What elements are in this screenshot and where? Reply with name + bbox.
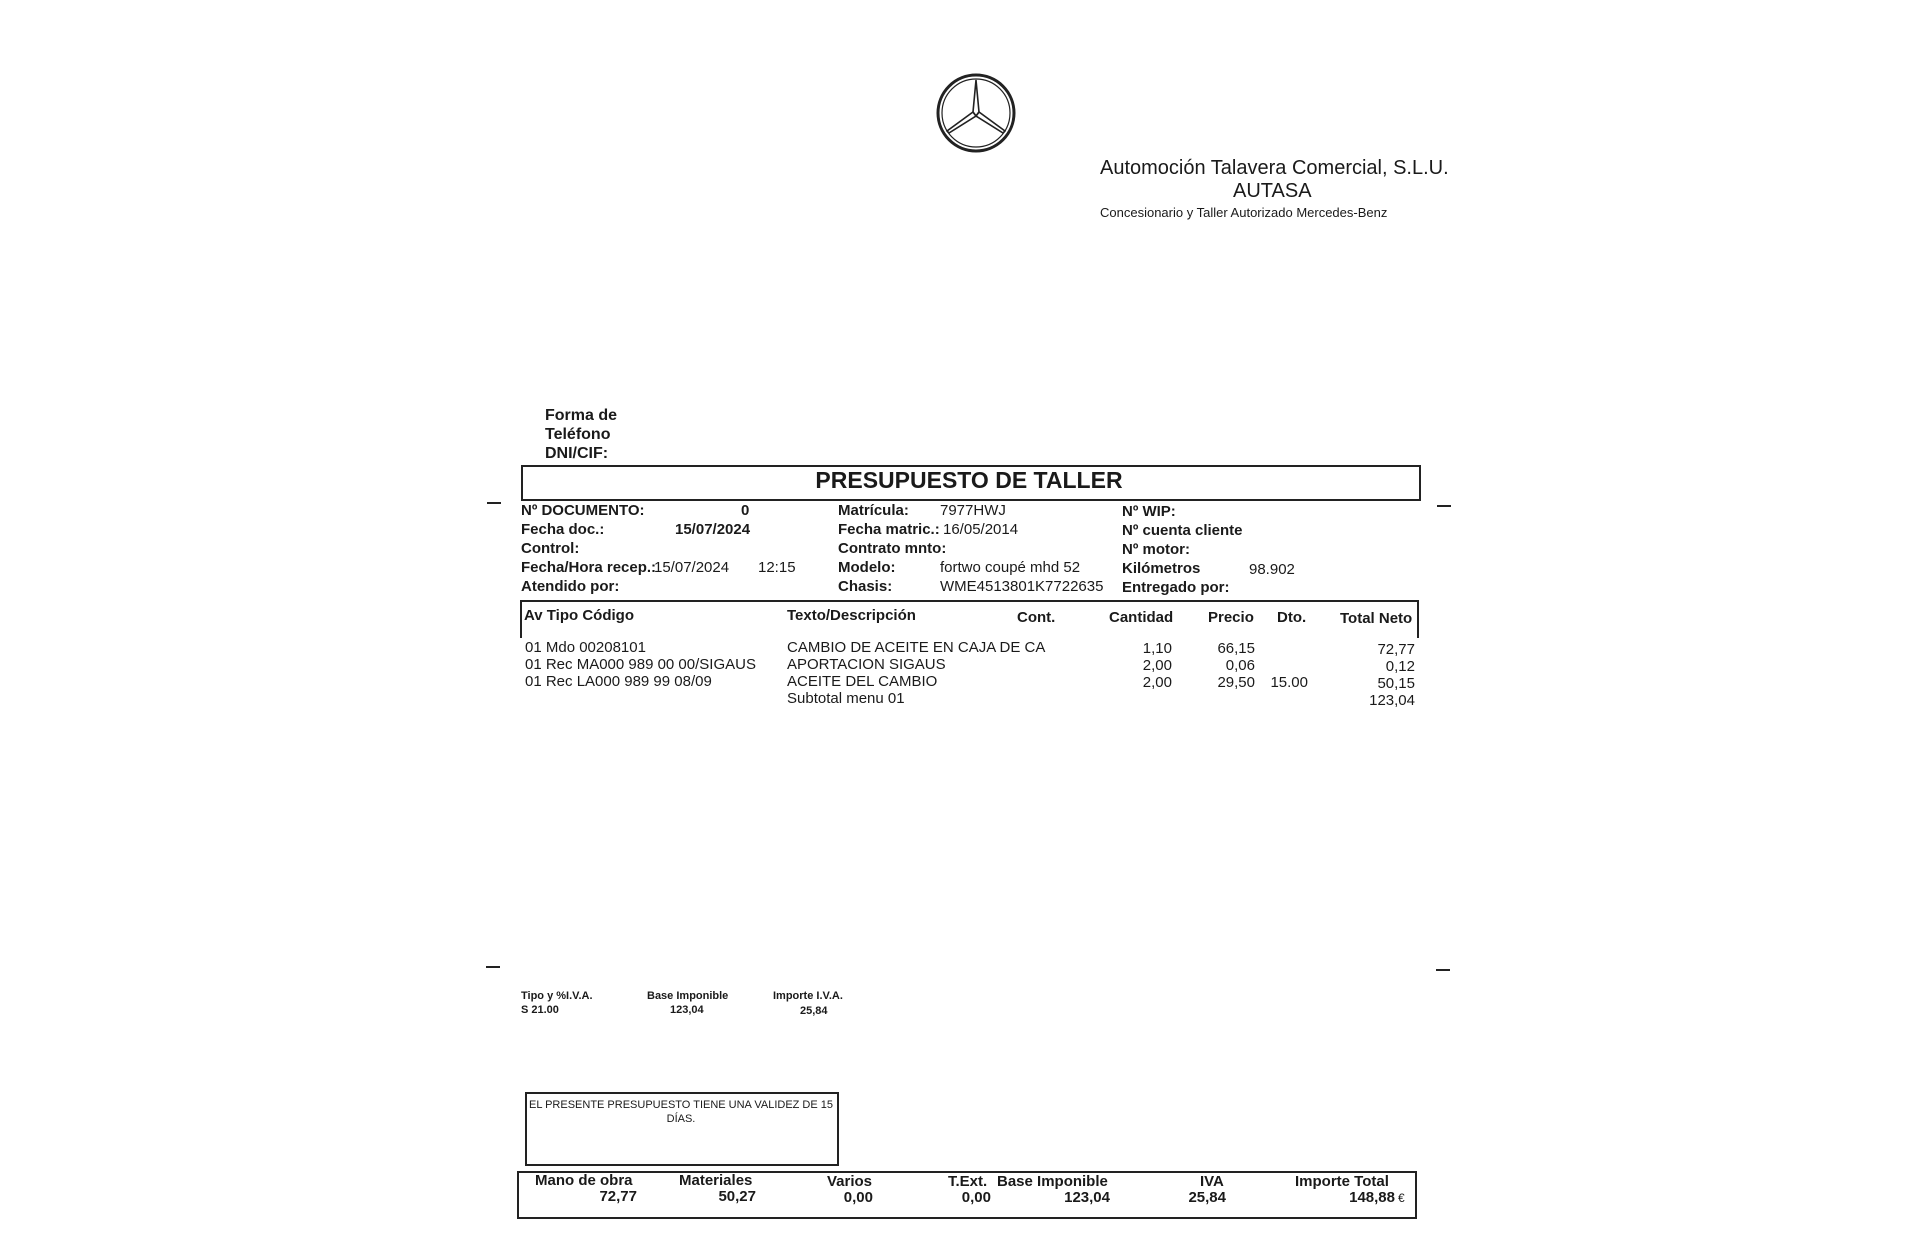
totals-base-label: Base Imponible bbox=[997, 1173, 1108, 1190]
reg-date-label: Fecha matric.: bbox=[838, 521, 940, 538]
vat-type-label: Tipo y %I.V.A. bbox=[521, 990, 593, 1002]
km-value: 98.902 bbox=[1249, 561, 1295, 578]
plate-value: 7977HWJ bbox=[940, 502, 1006, 519]
reception-time: 12:15 bbox=[758, 559, 796, 576]
misc-label: Varios bbox=[827, 1173, 873, 1190]
item-quantity: 2,00 bbox=[1142, 657, 1172, 674]
reception-date: 15/07/2024 bbox=[654, 559, 730, 576]
document-title: PRESUPUESTO DE TALLER bbox=[815, 467, 1123, 493]
text-label: T.Ext. bbox=[948, 1173, 988, 1190]
company-description: Concesionario y Taller Autorizado Mercedes-Benz bbox=[1100, 205, 1388, 220]
subtotal-value: 123,04 bbox=[1369, 692, 1415, 709]
vat-amount-value: 25,84 bbox=[800, 1005, 828, 1017]
currency-symbol: € bbox=[1398, 1191, 1405, 1205]
misc-value: 0,00 bbox=[843, 1189, 873, 1206]
margin-dash bbox=[486, 966, 500, 968]
mercedes-star-logo-icon bbox=[935, 72, 1017, 154]
client-id-label: DNI/CIF: bbox=[545, 445, 609, 462]
item-net: 72,77 bbox=[1377, 641, 1415, 658]
contract-label: Contrato mnto: bbox=[838, 540, 947, 557]
chassis-value: WME4513801K7722635 bbox=[940, 578, 1104, 595]
item-price: 0,06 bbox=[1225, 657, 1255, 674]
margin-dash bbox=[487, 502, 501, 504]
item-quantity: 2,00 bbox=[1142, 674, 1172, 691]
materials-label: Materiales bbox=[679, 1172, 753, 1189]
model-label: Modelo: bbox=[838, 559, 896, 576]
delivered-by-label: Entregado por: bbox=[1122, 579, 1230, 596]
item-net: 50,15 bbox=[1377, 675, 1415, 692]
iva-value: 25,84 bbox=[1188, 1189, 1226, 1206]
item-description: ACEITE DEL CAMBIO bbox=[787, 673, 938, 690]
item-quantity: 1,10 bbox=[1142, 640, 1172, 657]
text-value: 0,00 bbox=[961, 1189, 991, 1206]
model-value: fortwo coupé mhd 52 bbox=[940, 559, 1081, 576]
item-price: 29,50 bbox=[1217, 674, 1255, 691]
vat-base-label: Base Imponible bbox=[647, 990, 729, 1002]
account-label: Nº cuenta cliente bbox=[1122, 522, 1243, 539]
doc-number-label: Nº DOCUMENTO: bbox=[521, 502, 645, 519]
item-price: 66,15 bbox=[1217, 640, 1255, 657]
item-code: 01 Rec MA000 989 00 00/SIGAUS bbox=[525, 656, 756, 673]
total-value: 148,88 bbox=[1349, 1189, 1395, 1206]
vat-type-value: S 21.00 bbox=[521, 1004, 559, 1016]
client-phone-label: Teléfono bbox=[545, 426, 611, 443]
company-name: Automoción Talavera Comercial, S.L.U. bbox=[1100, 157, 1449, 179]
labor-value: 72,77 bbox=[599, 1188, 637, 1205]
company-short-name: AUTASA bbox=[1233, 180, 1312, 202]
doc-date-label: Fecha doc.: bbox=[521, 521, 605, 538]
validity-note: EL PRESENTE PRESUPUESTO TIENE UNA VALIDEZ DE 15 DÍAS. bbox=[528, 1099, 834, 1125]
engine-label: Nº motor: bbox=[1122, 541, 1190, 558]
col-price-header: Precio bbox=[1208, 609, 1254, 626]
col-quantity-header: Cantidad bbox=[1109, 609, 1174, 626]
margin-dash bbox=[1437, 505, 1451, 507]
doc-date-value: 15/07/2024 bbox=[675, 521, 751, 538]
labor-label: Mano de obra bbox=[535, 1172, 633, 1189]
km-label: Kilómetros bbox=[1122, 560, 1201, 577]
item-description: CAMBIO DE ACEITE EN CAJA DE CA bbox=[787, 639, 1046, 656]
materials-value: 50,27 bbox=[718, 1188, 756, 1205]
col-cont-header: Cont. bbox=[1017, 609, 1056, 626]
item-net: 0,12 bbox=[1385, 658, 1415, 675]
item-description: APORTACION SIGAUS bbox=[787, 656, 946, 673]
col-discount-header: Dto. bbox=[1277, 609, 1307, 626]
wip-label: Nº WIP: bbox=[1122, 503, 1176, 520]
vat-base-value: 123,04 bbox=[670, 1004, 704, 1016]
reception-label: Fecha/Hora recep.: bbox=[521, 559, 657, 576]
chassis-label: Chasis: bbox=[838, 578, 893, 595]
item-code: 01 Mdo 00208101 bbox=[525, 639, 646, 656]
control-label: Control: bbox=[521, 540, 580, 557]
doc-number-value: 0 bbox=[741, 502, 750, 519]
col-net-header: Total Neto bbox=[1340, 610, 1413, 627]
plate-label: Matrícula: bbox=[838, 502, 909, 519]
margin-dash bbox=[1436, 969, 1450, 971]
client-payment-label: Forma de bbox=[545, 407, 618, 424]
col-code-header: Av Tipo Código bbox=[524, 607, 634, 624]
subtotal-label: Subtotal menu 01 bbox=[787, 690, 905, 707]
reg-date-value: 16/05/2014 bbox=[943, 521, 1019, 538]
item-code: 01 Rec LA000 989 99 08/09 bbox=[525, 673, 712, 690]
iva-label: IVA bbox=[1200, 1173, 1224, 1190]
totals-base-value: 123,04 bbox=[1064, 1189, 1110, 1206]
col-description-header: Texto/Descripción bbox=[787, 607, 916, 624]
total-label: Importe Total bbox=[1295, 1173, 1389, 1190]
attended-by-label: Atendido por: bbox=[521, 578, 620, 595]
vat-amount-label: Importe I.V.A. bbox=[773, 990, 843, 1002]
item-discount: 15.00 bbox=[1270, 674, 1308, 691]
